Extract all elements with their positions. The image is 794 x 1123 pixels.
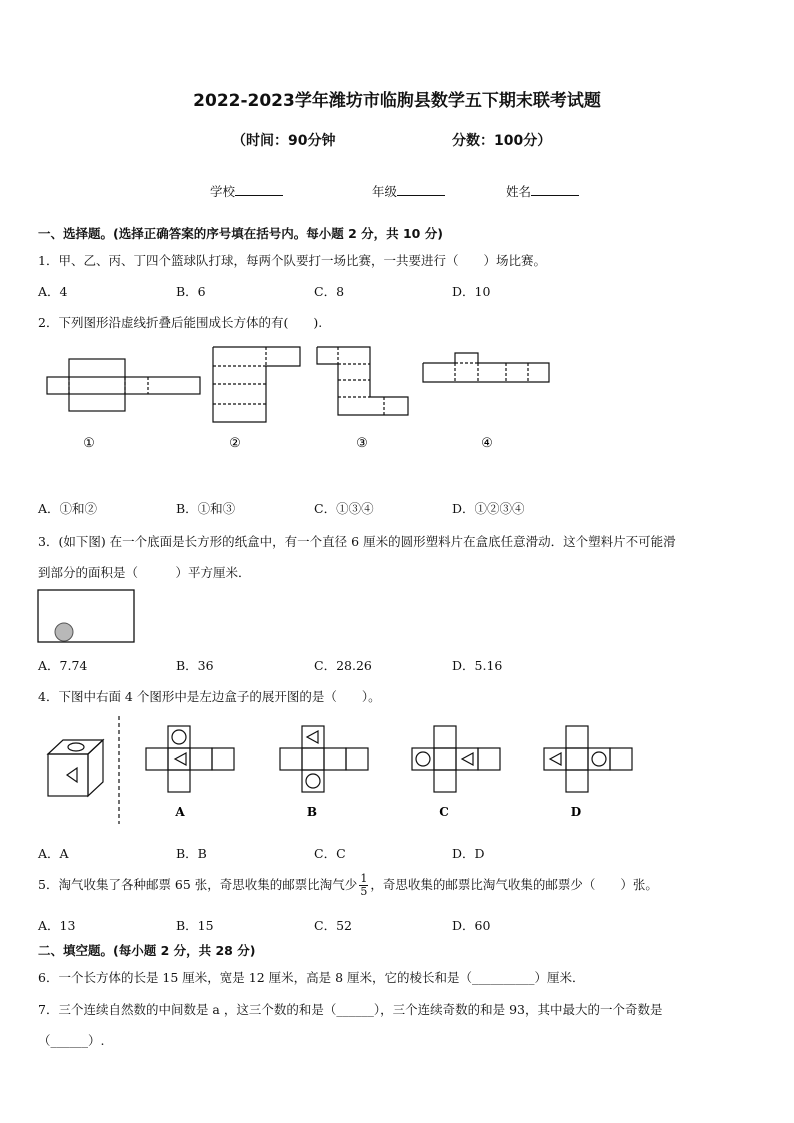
page-title: 2022-2023学年潍坊市临朐县数学五下期末联考试题 xyxy=(193,91,601,111)
q4-option-c: C．C xyxy=(314,846,346,861)
q5-option-d: D．60 xyxy=(452,918,491,933)
q1-option-c: C．8 xyxy=(314,284,345,299)
school-blank xyxy=(235,183,283,196)
q4-option-b: B．B xyxy=(176,846,207,861)
q4-cube-nets-figure xyxy=(0,712,794,826)
q3-box-figure xyxy=(36,588,140,646)
q3-text-line1: 3．(如下图) 在一个底面是长方形的纸盒中，有一个直径 6 厘米的圆形塑料片在盒底任意滑动．这个塑料片不可能滑 xyxy=(38,534,676,549)
grade-label: 年级 xyxy=(372,184,398,199)
q5-option-c: C．52 xyxy=(314,918,352,933)
net-1-label: ① xyxy=(83,436,95,451)
q5-fraction-denominator: 5 xyxy=(360,885,368,898)
q2-option-d: D．①②③④ xyxy=(452,501,525,516)
net-d xyxy=(544,726,632,792)
q5-text-b: ，奇思收集的邮票比淘气收集的邮票少（ ）张。 xyxy=(370,877,658,892)
q7-text-line1: 7．三个连续自然数的中间数是 a ，这三个数的和是（______），三个连续奇数的和是 93，其中最大的一个奇数是 xyxy=(38,1002,663,1017)
section1-heading: 一、选择题。(选择正确答案的序号填在括号内。每小题 2 分，共 10 分) xyxy=(38,226,443,241)
section2-heading: 二、填空题。(每小题 2 分，共 28 分) xyxy=(38,943,256,958)
q5-text-a: 5．淘气收集了各种邮票 65 张，奇思收集的邮票比淘气少 xyxy=(38,877,358,892)
q5-fraction xyxy=(359,873,368,898)
name-field xyxy=(506,182,579,200)
q6-text: 6．一个长方体的长是 15 厘米，宽是 12 厘米，高是 8 厘米，它的棱长和是（__________）厘米． xyxy=(38,970,585,985)
net-b-label: B xyxy=(306,805,318,819)
net-c-label: C xyxy=(439,805,449,819)
net-b xyxy=(280,726,368,792)
q2-option-b: B．①和③ xyxy=(176,501,236,516)
name-blank xyxy=(531,183,579,196)
q4-option-a: A．A xyxy=(38,846,69,861)
q3-option-d: D．5.16 xyxy=(452,658,503,673)
q4-text: 4．下图中右面 4 个图形中是左边盒子的展开图的是（ ）。 xyxy=(38,689,381,704)
net-a xyxy=(146,726,234,792)
school-label: 学校 xyxy=(210,184,236,199)
net-2-label: ② xyxy=(229,436,241,451)
q1-option-a: A．4 xyxy=(38,284,68,299)
q5-option-b: B．15 xyxy=(176,918,214,933)
net-d-label: D xyxy=(570,805,582,819)
net-1 xyxy=(47,359,200,411)
q3-text-line2: 到部分的面积是（ ）平方厘米． xyxy=(38,565,251,580)
q3-option-c: C．28.26 xyxy=(314,658,372,673)
q5-option-a: A．13 xyxy=(38,918,76,933)
net-a-label: A xyxy=(175,805,185,819)
q2-option-c: C．①③④ xyxy=(314,501,374,516)
school-field xyxy=(210,182,283,200)
q5-text xyxy=(38,870,658,900)
exam-time: （时间：90分钟 xyxy=(232,133,336,149)
q4-option-d: D．D xyxy=(452,846,485,861)
q3-option-a: A．7.74 xyxy=(38,658,88,673)
q2-option-a: A．①和② xyxy=(38,501,98,516)
q1-option-b: B．6 xyxy=(176,284,206,299)
grade-field xyxy=(372,182,445,200)
q3-option-b: B．36 xyxy=(176,658,214,673)
net-2 xyxy=(213,347,300,422)
q2-text: 2．下列图形沿虚线折叠后能围成长方体的有( ). xyxy=(38,315,323,330)
grade-blank xyxy=(397,183,445,196)
exam-score: 分数：100分） xyxy=(452,133,552,149)
q1-text: 1．甲、乙、丙、丁四个篮球队打球，每两个队要打一场比赛，一共要进行（ ）场比赛。 xyxy=(38,253,546,268)
name-label: 姓名 xyxy=(506,184,532,199)
q1-option-d: D．10 xyxy=(452,284,491,299)
net-4-label: ④ xyxy=(481,436,493,451)
q7-text-line2: （______）. xyxy=(38,1033,105,1048)
net-3 xyxy=(317,347,408,415)
net-3-label: ③ xyxy=(356,436,368,451)
cube-drawing xyxy=(48,740,103,796)
net-c xyxy=(412,726,500,792)
net-4 xyxy=(423,353,549,382)
q2-nets-figure xyxy=(0,340,794,460)
q5-fraction-numerator: 1 xyxy=(360,872,368,885)
